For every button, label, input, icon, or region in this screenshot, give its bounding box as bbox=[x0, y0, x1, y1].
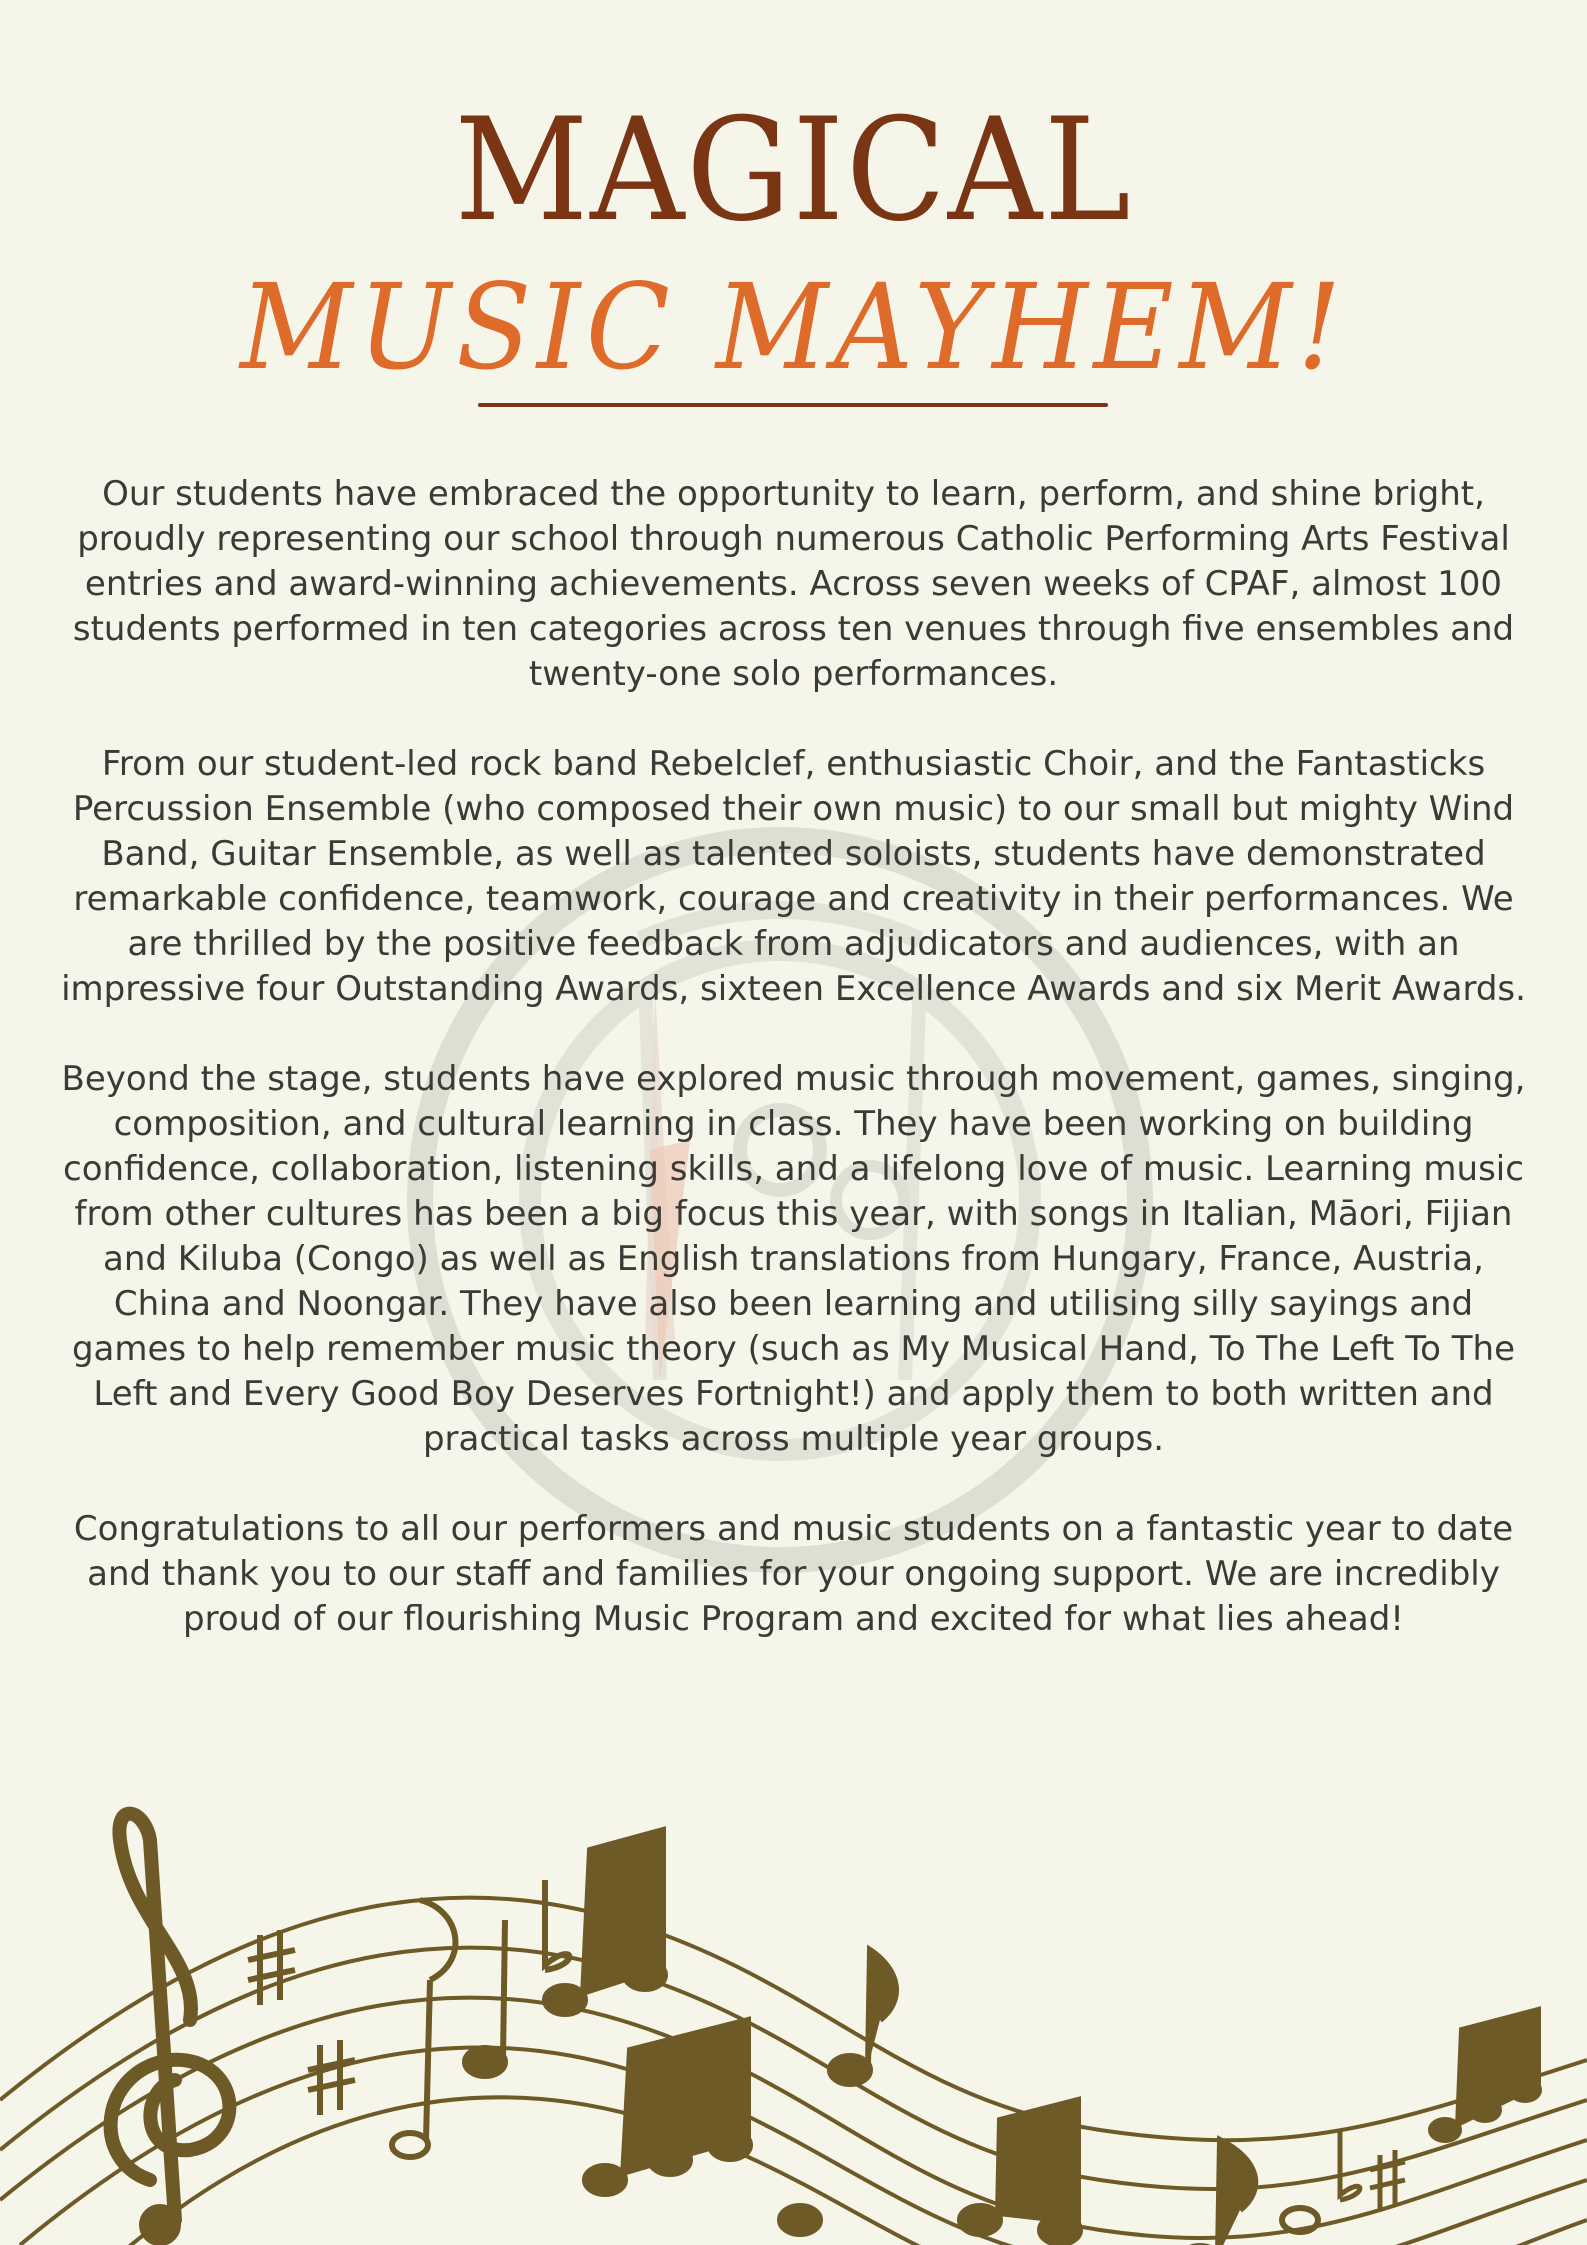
staff-lines bbox=[0, 1898, 1587, 2245]
headline-magical: MAGICAL bbox=[454, 88, 1133, 253]
title-divider bbox=[478, 403, 1108, 407]
sharp-icon-2 bbox=[308, 2040, 355, 2115]
paragraph-cpaf: Our students have embraced the opportunity to learn, perform, and shine bright, proudly representing our school through numerous Catholic Performing Arts Festival entries and award-winning achievements. Across seven weeks of CPAF, almost 100 students performed in ten categories across ten venues through five ensembles and twenty-one solo performances. bbox=[72, 474, 1515, 694]
paragraph-congratulations: Congratulations to all our performers and music students on a fantastic year to date and thank you to our staff and families for your ongoing support. We are incredibly proud of our flourishing Music Program and excited for what lies ahead! bbox=[73, 1509, 1514, 1639]
music-notes bbox=[392, 1830, 1539, 2245]
article-body bbox=[60, 472, 1527, 1687]
treble-clef-icon bbox=[111, 1814, 230, 2239]
flat-icon bbox=[545, 1880, 569, 1970]
paragraph-classroom: Beyond the stage, students have explored music through movement, games, singing, composition, and cultural learning in class. They have been working on building confidence, collaboration, listening skills, and a lifelong love of music. Learning music from other cultures has been a big focus this year, with songs in Italian, Māori, Fijian and Kiluba (Congo) as well as English translations from Hungary, France, Austria, China and Noongar. They have also been learning and utilising silly sayings and games to help remember music theory (such as My Musical Hand, To The Left To The Left and Every Good Boy Deserves Fortnight!) and apply them to both written and practical tasks across multiple year groups. bbox=[61, 1059, 1526, 1459]
flat-icon-2 bbox=[1340, 2130, 1360, 2200]
headline-music-mayhem: MUSIC MAYHEM! bbox=[240, 258, 1347, 396]
paragraph-ensembles: From our student-led rock band Rebelclef, enthusiastic Choir, and the Fantasticks Percussion Ensemble (who composed their own music) to our small but mighty Wind Band, Guitar Ensemble, as well as talented soloists, students have demonstrated remarkable confidence, teamwork, courage and creativity in their performances. We are thrilled by the positive feedback from adjudicators and audiences, with an impressive four Outstanding Awards, sixteen Excellence Awards and six Merit Awards. bbox=[61, 744, 1526, 1009]
music-staff-decoration bbox=[0, 1800, 1587, 2245]
